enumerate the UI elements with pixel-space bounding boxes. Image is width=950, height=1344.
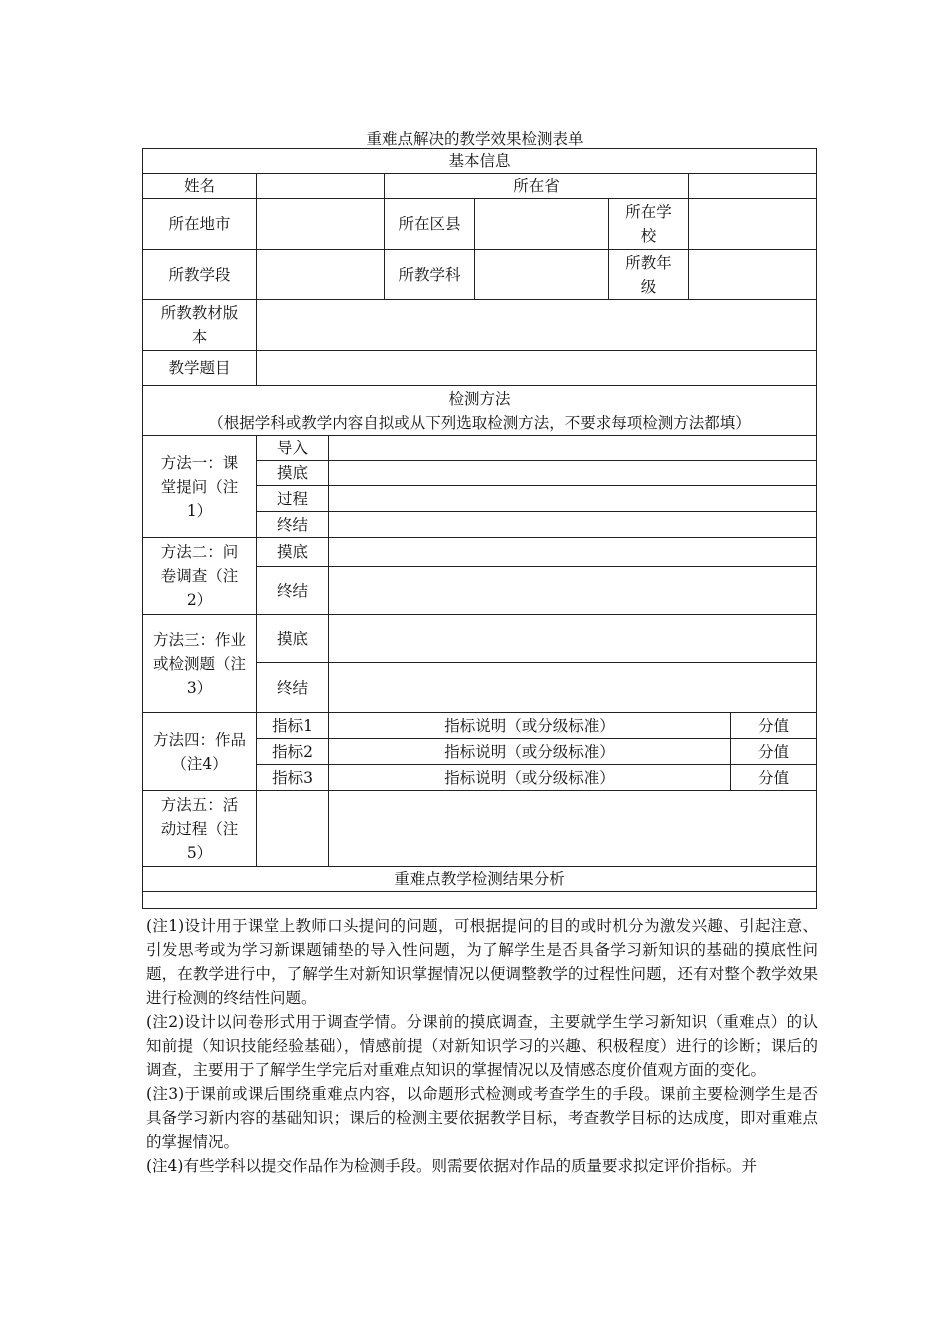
method2-row-baseline: 摸底 (257, 538, 329, 567)
methods-header (143, 386, 817, 436)
name-label: 姓名 (143, 174, 257, 199)
district-field[interactable] (475, 199, 609, 250)
method5-label: 方法五：活动过程（注5） (143, 791, 257, 867)
method1-row-final: 终结 (257, 512, 329, 538)
analysis-field[interactable] (143, 892, 817, 909)
indicator-score: 分值 (731, 765, 817, 791)
indicator-label: 指标3 (257, 765, 329, 791)
method1-row-intro: 导入 (257, 436, 329, 461)
city-field[interactable] (257, 199, 385, 250)
grade-field[interactable] (689, 250, 817, 300)
topic-field[interactable] (257, 351, 817, 386)
grade-label: 所教年级 (609, 250, 689, 300)
method3-label: 方法三：作业或检测题（注3） (143, 615, 257, 713)
method2-label: 方法二：问卷调查（注2） (143, 538, 257, 615)
indicator-desc: 指标说明（或分级标准） (329, 713, 731, 739)
methods-subtitle: （根据学科或教学内容自拟或从下列选取检测方法，不要求每项检测方法都填） (208, 413, 751, 432)
method4-label: 方法四：作品（注4） (143, 713, 257, 791)
method1-row-process: 过程 (257, 486, 329, 512)
city-label: 所在地市 (143, 199, 257, 250)
subject-field[interactable] (475, 250, 609, 300)
method1-baseline-field[interactable] (329, 461, 817, 486)
school-label: 所在学校 (609, 199, 689, 250)
province-field[interactable] (689, 174, 817, 199)
textbook-label: 所教教材版本 (143, 300, 257, 351)
method2-baseline-field[interactable] (329, 538, 817, 567)
note-3: (注3)于课前或课后围绕重难点内容，以命题形式检测或考查学生的手段。课前主要检测学生是否具备学习新内容的基础知识；课后的检测主要依据教学目标，考查教学目标的达成度，即对重难点的掌握情况。 (146, 1085, 818, 1151)
method5-field[interactable] (329, 791, 817, 867)
note-4: (注4)有些学科以提交作品作为检测手段。则需要依据对作品的质量要求拟定评价指标。并 (146, 1157, 757, 1175)
province-label: 所在省 (385, 174, 689, 199)
indicator-desc: 指标说明（或分级标准） (329, 765, 731, 791)
indicator-score: 分值 (731, 739, 817, 765)
topic-label: 教学题目 (143, 351, 257, 386)
stage-field[interactable] (257, 250, 385, 300)
method2-final-field[interactable] (329, 567, 817, 615)
stage-label: 所教学段 (143, 250, 257, 300)
method3-row-final: 终结 (257, 663, 329, 713)
method2-row-final: 终结 (257, 567, 329, 615)
subject-label: 所教学科 (385, 250, 475, 300)
method5-subfield[interactable] (257, 791, 329, 867)
basic-info-header: 基本信息 (143, 149, 817, 174)
school-field[interactable] (689, 199, 817, 250)
name-field[interactable] (257, 174, 385, 199)
indicator-desc: 指标说明（或分级标准） (329, 739, 731, 765)
method1-row-baseline: 摸底 (257, 461, 329, 486)
method1-final-field[interactable] (329, 512, 817, 538)
textbook-field[interactable] (257, 300, 817, 351)
notes-section (146, 914, 818, 1178)
method3-final-field[interactable] (329, 663, 817, 713)
note-1: (注1)设计用于课堂上教师口头提问的问题，可根据提问的目的或时机分为激发兴趣、引起注意、引发思考或为学习新课题铺垫的导入性问题，为了解学生是否具备学习新知识的基础的摸底性问题，在教学进行中，了解学生对新知识掌握情况以便调整教学的过程性问题，还有对整个教学效果进行检测的终结性问题。 (146, 917, 818, 1007)
indicator-label: 指标1 (257, 713, 329, 739)
note-2: (注2)设计以问卷形式用于调查学情。分课前的摸底调查，主要就学生学习新知识（重难点）的认知前提（知识技能经验基础），情感前提（对新知识学习的兴趣、积极程度）进行的诊断；课后的调查，主要用于了解学生学完后对重难点知识的掌握情况以及情感态度价值观方面的变化。 (146, 1013, 818, 1079)
method1-label: 方法一：课堂提问（注1） (143, 436, 257, 538)
method1-process-field[interactable] (329, 486, 817, 512)
detection-form-table (142, 148, 817, 909)
method1-intro-field[interactable] (329, 436, 817, 461)
method3-row-baseline: 摸底 (257, 615, 329, 663)
method3-baseline-field[interactable] (329, 615, 817, 663)
district-label: 所在区县 (385, 199, 475, 250)
form-title: 重难点解决的教学效果检测表单 (366, 130, 584, 148)
indicator-score: 分值 (731, 713, 817, 739)
analysis-header: 重难点教学检测结果分析 (143, 867, 817, 892)
indicator-label: 指标2 (257, 739, 329, 765)
methods-title: 检测方法 (448, 389, 511, 408)
